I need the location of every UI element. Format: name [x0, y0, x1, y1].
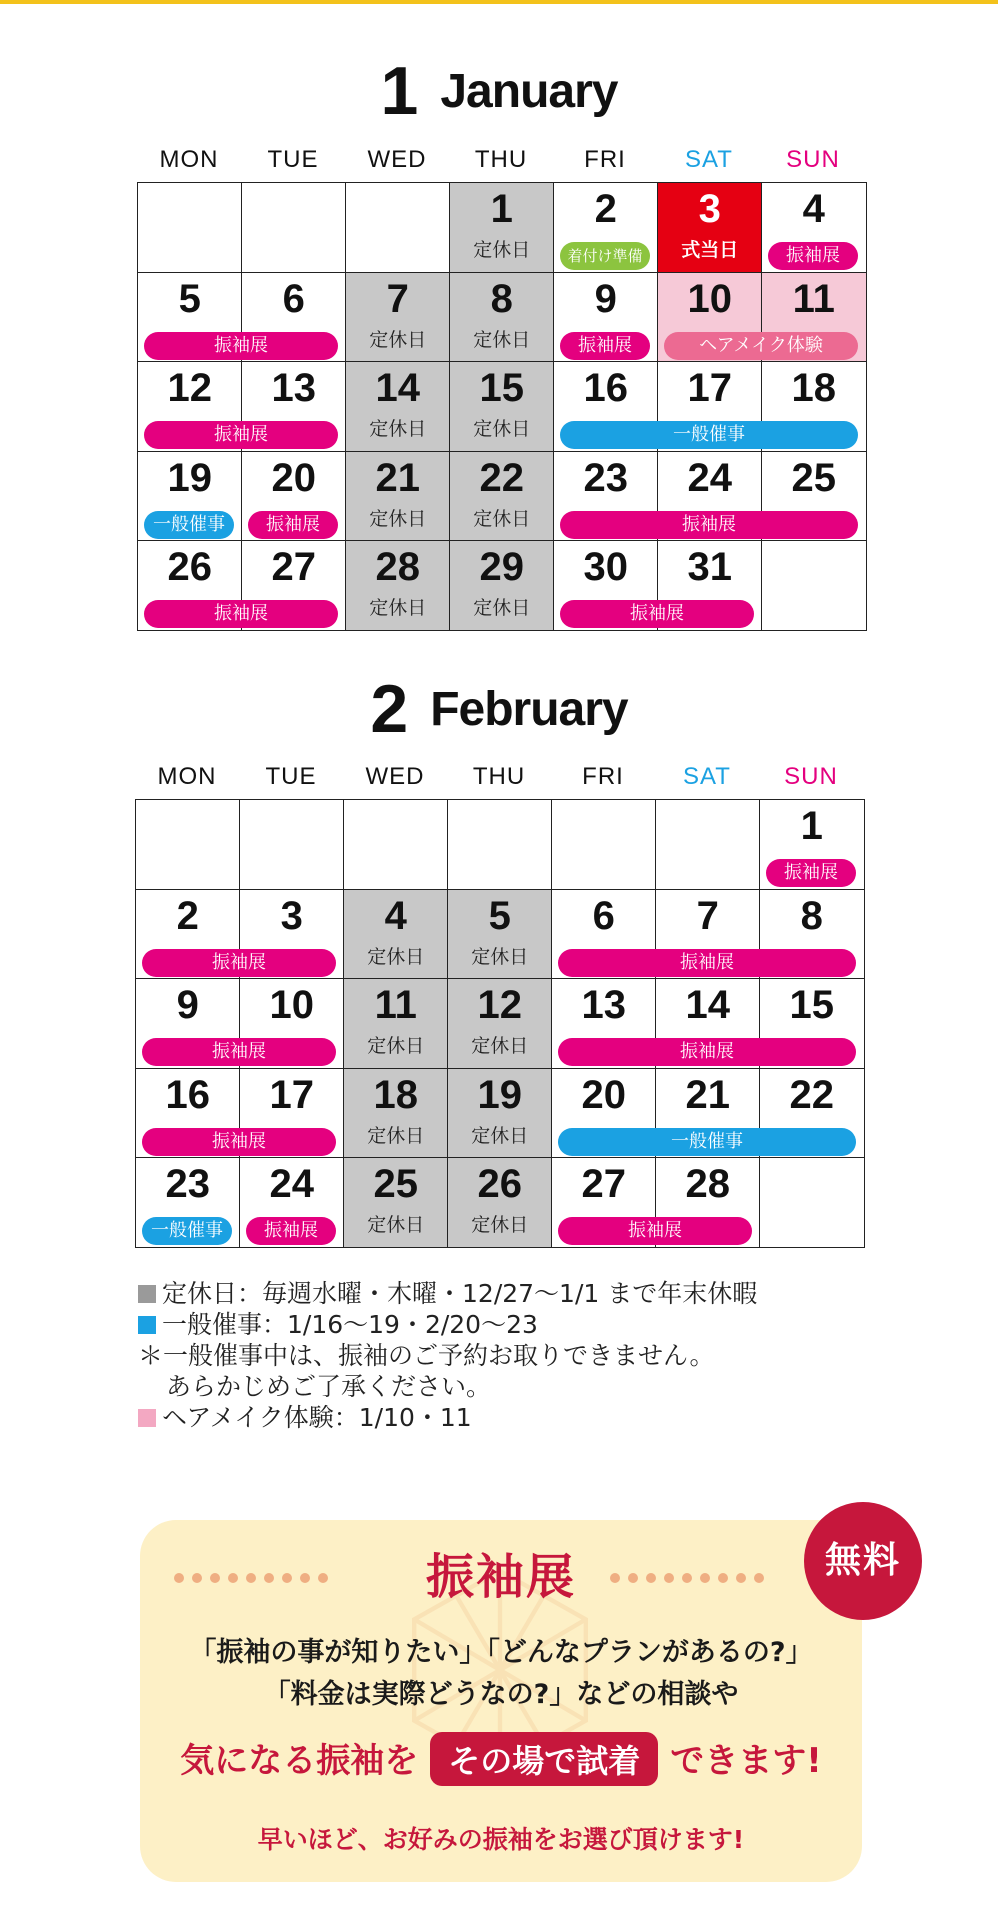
day-number: 24: [687, 455, 732, 500]
closed-label: 定休日: [369, 418, 427, 441]
weekday-wed: WED: [367, 146, 427, 173]
weekday-fri: FRI: [582, 763, 624, 790]
month-name: February: [430, 682, 628, 736]
day-number: 7: [696, 893, 719, 938]
day-number: 5: [488, 893, 511, 938]
top-accent-line: [0, 0, 998, 4]
day-cell: [655, 799, 761, 890]
day-number: 1: [800, 804, 823, 848]
weekday-wed: WED: [365, 763, 425, 790]
day-number: 3: [280, 893, 303, 938]
event-bar-furi: 振袖展: [558, 1038, 856, 1066]
closed-label: 定休日: [473, 239, 531, 261]
event-bar-gen: 一般催事: [558, 1128, 856, 1156]
closed-label: 定休日: [473, 597, 531, 620]
event-bar-furi: 振袖展: [144, 600, 338, 628]
day-number: 4: [384, 893, 407, 938]
event-bar-gen: 一般催事: [142, 1217, 232, 1245]
day-cell: [343, 1157, 449, 1248]
day-cell: [135, 799, 241, 890]
event-bar-gen: 一般催事: [560, 421, 858, 449]
closed-label: 定休日: [369, 597, 427, 620]
closed-label: 定休日: [367, 1124, 425, 1147]
month-name: January: [440, 64, 618, 118]
day-number: 3: [698, 187, 721, 231]
day-number: 30: [583, 545, 628, 590]
day-number: 6: [282, 276, 305, 321]
day-cell: [759, 1157, 865, 1248]
day-number: 8: [800, 893, 823, 938]
closed-label: 定休日: [369, 507, 427, 530]
day-number: 23: [165, 1162, 210, 1207]
day-cell: [449, 540, 555, 631]
weekday-thu: THU: [474, 146, 528, 173]
day-number: 25: [791, 455, 836, 500]
day-number: 2: [176, 893, 199, 938]
day-number: 6: [592, 893, 615, 938]
promo-title: 振袖展: [425, 1549, 576, 1605]
day-number: 28: [685, 1162, 730, 1207]
day-number: 27: [271, 545, 316, 590]
day-cell: [449, 272, 555, 363]
calendar-grid-january: [137, 182, 865, 630]
ceremony-label: 式当日: [681, 239, 739, 261]
day-number: 22: [479, 455, 524, 500]
weekday-tue: TUE: [265, 763, 317, 790]
day-cell: [447, 978, 553, 1069]
closed-label: 定休日: [369, 328, 427, 351]
promo-card: [140, 1520, 862, 1882]
weekday-sat: SAT: [683, 763, 731, 790]
event-bar-furi: 振袖展: [766, 859, 856, 887]
promo-line-1: 「振袖の事が知りたい」「どんなプランがあるの?」: [189, 1637, 813, 1668]
day-number: 14: [685, 983, 730, 1028]
day-cell: [343, 889, 449, 980]
legend-note: ＊一般催事中は、振袖のご予約お取りできません。: [138, 1341, 715, 1370]
event-bar-furi: 振袖展: [142, 1128, 336, 1156]
day-cell: [447, 799, 553, 890]
day-number: 1: [490, 187, 513, 231]
month-number: 1: [380, 53, 419, 129]
event-bar-hair: ヘアメイク体験: [664, 332, 858, 360]
legend-general: 一般催事：1/16〜19・2/20〜23: [138, 1309, 757, 1340]
event-bar-gen: 一般催事: [144, 511, 234, 539]
weekday-sat: SAT: [685, 146, 733, 173]
event-bar-furi: 振袖展: [558, 949, 856, 977]
day-cell: [551, 799, 657, 890]
event-bar-furi: 振袖展: [560, 332, 650, 360]
free-badge: 無料: [804, 1502, 922, 1620]
day-number: 9: [594, 276, 617, 321]
weekday-sun: SUN: [786, 146, 840, 173]
event-bar-furi: 振袖展: [246, 1217, 336, 1245]
day-number: 25: [373, 1162, 418, 1207]
weekday-mon: MON: [157, 763, 217, 790]
legend-note-2: あらかじめご了承ください。: [166, 1372, 492, 1401]
calendar-grid-february: [135, 799, 863, 1247]
day-number: 17: [687, 366, 732, 411]
gray-square-icon: [138, 1285, 156, 1303]
try-on-chip: その場で試着: [430, 1732, 658, 1786]
month-heading-january: [0, 52, 998, 130]
day-cell: [449, 182, 555, 273]
day-number: 21: [375, 455, 420, 500]
day-number: 19: [167, 455, 212, 500]
day-number: 16: [583, 366, 628, 411]
day-number: 5: [178, 276, 201, 321]
day-number: 7: [386, 276, 409, 321]
day-cell: [447, 1068, 553, 1159]
closed-label: 定休日: [471, 1214, 529, 1237]
day-number: 20: [581, 1072, 626, 1117]
closed-label: 定休日: [367, 945, 425, 968]
day-cell: [345, 182, 451, 273]
closed-label: 定休日: [367, 1214, 425, 1237]
day-number: 26: [477, 1162, 522, 1207]
event-bar-furi: 振袖展: [768, 242, 858, 270]
promo-line-4: 早いほど、お好みの振袖をお選び頂けます!: [257, 1825, 745, 1854]
day-number: 9: [176, 983, 199, 1028]
day-cell: [137, 182, 243, 273]
closed-label: 定休日: [471, 1124, 529, 1147]
closed-label: 定休日: [471, 945, 529, 968]
day-cell: [345, 540, 451, 631]
closed-label: 定休日: [473, 507, 531, 530]
pink-square-icon: [138, 1409, 156, 1427]
day-cell: [447, 889, 553, 980]
day-cell: [449, 451, 555, 542]
event-bar-furi: 振袖展: [558, 1217, 752, 1245]
day-number: 14: [375, 366, 420, 411]
day-number: 13: [581, 983, 626, 1028]
promo-line-3: 気になる振袖を その場で試着 できます!: [140, 1732, 862, 1786]
day-number: 12: [477, 983, 522, 1028]
day-number: 21: [685, 1072, 730, 1117]
day-number: 11: [374, 983, 417, 1028]
event-bar-furi: 振袖展: [144, 421, 338, 449]
day-number: 11: [792, 276, 835, 321]
legend-closed: 定休日：毎週水曜・木曜・12/27〜1/1 まで年末休暇: [138, 1278, 757, 1309]
day-cell: [239, 799, 345, 890]
day-number: 12: [167, 366, 212, 411]
day-number: 23: [583, 455, 628, 500]
day-cell: [343, 978, 449, 1069]
day-number: 15: [479, 366, 524, 411]
day-cell: [761, 540, 867, 631]
day-cell: [345, 451, 451, 542]
event-bar-furi: 振袖展: [560, 511, 858, 539]
day-number: 18: [791, 366, 836, 411]
day-cell: [241, 182, 347, 273]
day-cell: [343, 1068, 449, 1159]
event-bar-furi: 振袖展: [142, 1038, 336, 1066]
day-number: 2: [594, 187, 617, 231]
weekday-mon: MON: [159, 146, 219, 173]
day-cell: [657, 182, 763, 273]
closed-label: 定休日: [367, 1035, 425, 1058]
day-number: 16: [165, 1072, 210, 1117]
day-number: 18: [373, 1072, 418, 1117]
legend-hair: ヘアメイク体験：1/10・11: [138, 1402, 757, 1433]
day-cell: [343, 799, 449, 890]
day-number: 10: [269, 983, 314, 1028]
blue-square-icon: [138, 1316, 156, 1334]
weekday-thu: THU: [472, 763, 526, 790]
day-number: 15: [789, 983, 834, 1028]
event-bar-furi: 振袖展: [560, 600, 754, 628]
day-number: 31: [687, 545, 732, 590]
day-number: 24: [269, 1162, 314, 1207]
day-number: 4: [802, 187, 825, 231]
month-heading-february: [0, 670, 998, 748]
event-bar-furi: 振袖展: [142, 949, 336, 977]
day-cell: [345, 272, 451, 363]
closed-label: 定休日: [473, 328, 531, 351]
event-bar-furi: 振袖展: [248, 511, 338, 539]
weekday-fri: FRI: [584, 146, 626, 173]
day-number: 26: [167, 545, 212, 590]
promo-line-2: 「料金は実際どうなの?」などの相談や: [263, 1679, 739, 1710]
month-number: 2: [370, 671, 409, 747]
day-number: 29: [479, 545, 524, 590]
day-number: 17: [269, 1072, 314, 1117]
event-bar-kitsuke: 着付け準備: [560, 242, 650, 270]
day-number: 10: [687, 276, 732, 321]
day-cell: [447, 1157, 553, 1248]
day-number: 8: [490, 276, 513, 321]
day-number: 13: [271, 366, 316, 411]
day-number: 20: [271, 455, 316, 500]
day-number: 27: [581, 1162, 626, 1207]
day-number: 28: [375, 545, 420, 590]
closed-label: 定休日: [471, 1035, 529, 1058]
legend: [138, 1278, 757, 1433]
closed-label: 定休日: [473, 418, 531, 441]
weekday-sun: SUN: [784, 763, 838, 790]
day-number: 19: [477, 1072, 522, 1117]
day-cell: [449, 361, 555, 452]
day-cell: [345, 361, 451, 452]
day-number: 22: [789, 1072, 834, 1117]
event-bar-furi: 振袖展: [144, 332, 338, 360]
weekday-tue: TUE: [267, 146, 319, 173]
